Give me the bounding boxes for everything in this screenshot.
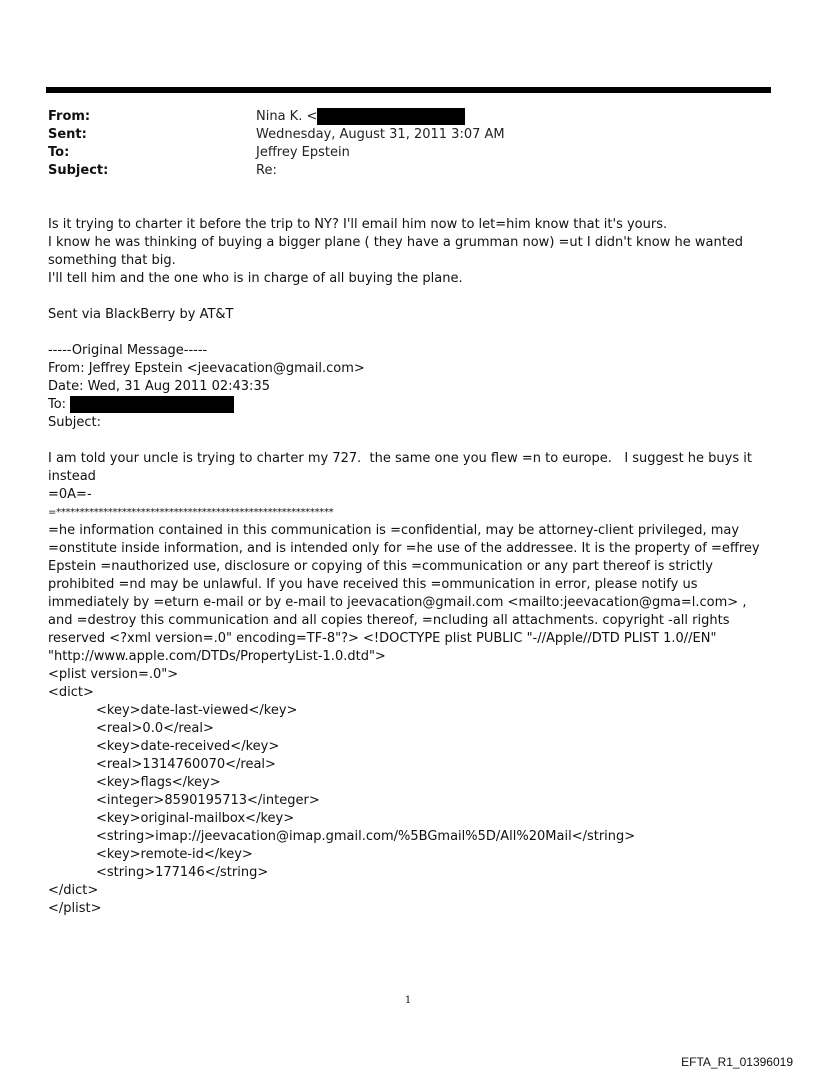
xml-line: <key>date-received</key> <box>96 739 280 754</box>
xml-line: <string>177146</string> <box>96 865 269 880</box>
from-value-wrap <box>256 108 465 126</box>
header-rule <box>46 87 771 93</box>
email-body <box>48 216 772 918</box>
body-line-3: I'll tell him and the one who is in charge of all buying the plane. <box>48 271 463 286</box>
xml-line: <real>1314760070</real> <box>96 757 276 772</box>
xml-line: <key>date-last-viewed</key> <box>96 703 298 718</box>
original-message-separator: -----Original Message----- <box>48 343 208 358</box>
bates-number: EFTA_R1_01396019 <box>681 1055 793 1069</box>
message-line-1: I am told your uncle is trying to charter my 727. the same one you flew =n to europe. I suggest he buys it instead <box>48 451 757 484</box>
subject-value: Re: <box>256 163 277 178</box>
xml-line: <integer>8590195713</integer> <box>96 793 320 808</box>
signature: Sent via BlackBerry by AT&T <box>48 307 234 322</box>
dict-open: <dict> <box>48 685 94 700</box>
xml-line: <key>remote-id</key> <box>96 847 253 862</box>
plist-close: </plist> <box>48 901 102 916</box>
to-label: To: <box>48 145 70 160</box>
xml-line: <key>original-mailbox</key> <box>96 811 295 826</box>
original-from: From: Jeffrey Epstein <jeevacation@gmail.com> <box>48 361 365 376</box>
plist-open: <plist version=.0"> <box>48 667 179 682</box>
xml-line: <real>0.0</real> <box>96 721 214 736</box>
dict-close: </dict> <box>48 883 99 898</box>
disclaimer: =he information contained in this communication is =confidential, may be attorney-client privileged, may =onstitute inside information, and is intended only for =he use of the addressee. It is the property of =effrey Epstein =nauthorized use, disclosure or copying of this =communication or any part thereof is strictly prohibited =nd may be unlawful. If you have received this =ommunication in error, please notify us immediately by =eturn e-mail or by e-mail to jeevacation@gmail.com <mailto:jeevacation@gma=l.com> , and =destroy this communication and all copies thereof, =ncluding all attachments. copyright -all rights reserved <?xml version=.0" encoding=TF-8"?> <!DOCTYPE plist PUBLIC "-//Apple//DTD PLIST 1.0//EN" "http://www.apple.com/DTDs/PropertyList-1.0.dtd"> <box>48 523 764 664</box>
asterisk-separator: =*********************************************************** <box>48 507 334 518</box>
xml-line: <string>imap://jeevacation@imap.gmail.com/%5BGmail%5D/All%20Mail</string> <box>96 829 636 844</box>
original-date: Date: Wed, 31 Aug 2011 02:43:35 <box>48 379 270 394</box>
message-line-2: =0A=- <box>48 487 92 502</box>
original-subject: Subject: <box>48 415 101 430</box>
page-number: 1 <box>404 995 412 1006</box>
subject-label: Subject: <box>48 163 109 178</box>
body-line-2: I know he was thinking of buying a bigger plane ( they have a grumman now) =ut I didn't know he wanted something that big. <box>48 235 748 268</box>
from-value: Nina K. < <box>256 109 318 124</box>
redaction-bar <box>70 396 234 413</box>
sent-value: Wednesday, August 31, 2011 3:07 AM <box>256 127 505 142</box>
original-to-row <box>48 396 772 414</box>
body-line-1: Is it trying to charter it before the trip to NY? I'll email him now to let=him know that it's yours. <box>48 217 668 232</box>
redaction-bar <box>317 108 465 125</box>
sent-label: Sent: <box>48 127 87 142</box>
from-label: From: <box>48 109 91 124</box>
to-value: Jeffrey Epstein <box>256 145 350 160</box>
xml-line: <key>flags</key> <box>96 775 221 790</box>
original-to: To: <box>48 397 71 412</box>
